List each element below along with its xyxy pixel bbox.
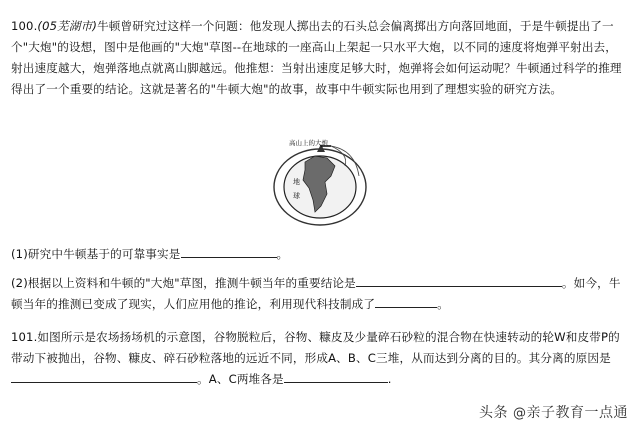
question-101-end: . bbox=[387, 372, 392, 386]
sub-question-2-end: 。 bbox=[437, 297, 449, 311]
question-source: (05芜湖市) bbox=[37, 19, 98, 33]
figure-label-earth-1: 地 bbox=[293, 178, 300, 186]
sub-question-2-text-b: 。如今，牛顿当年的推测已变成了现实，人们应用他的推论，利用现代科技制成了 bbox=[11, 276, 621, 311]
figure-title: 高山上的大炮 bbox=[289, 139, 328, 147]
sub-question-1-end: 。 bbox=[276, 247, 289, 261]
sub-question-2 bbox=[11, 273, 625, 315]
sub-question-1-text: (1)研究中牛顿基于的可靠事实是 bbox=[11, 247, 181, 261]
answer-blank-4[interactable] bbox=[11, 370, 197, 383]
watermark-name: 亲子教育一点通 bbox=[526, 405, 628, 421]
answer-blank-3[interactable] bbox=[375, 295, 437, 308]
question-number: 100. bbox=[11, 19, 38, 33]
answer-blank-1[interactable] bbox=[181, 245, 277, 258]
watermark-prefix: 头条 bbox=[479, 405, 509, 421]
question-text: 牛顿曾研究过这样一个问题：他发现人掷出去的石头总会偏离掷出方向落回地面，于是牛顿提出了一个"大炮"的设想，图中是他画的"大炮"草图--在地球的一座高山上架起一只水平大炮，以不同的速度将炮弹平射出去，射出速度越大，炮弹落地点就离山脚越远。他推想：当射出速度足够大时，炮弹将会如何运动呢？牛顿通过科学的推理得出了一个重要的结论。这就是著名的"牛顿大炮"的故事，故事中牛顿实际也用到了理想实验的研究方法。 bbox=[11, 19, 622, 96]
answer-blank-2[interactable] bbox=[356, 274, 562, 287]
sub-question-2-text-a: (2)根据以上资料和牛顿的"大炮"草图，推测牛顿当年的重要结论是 bbox=[11, 276, 356, 290]
watermark bbox=[479, 402, 628, 422]
answer-blank-5[interactable] bbox=[284, 370, 388, 383]
figure-label-earth-2: 球 bbox=[293, 192, 300, 200]
question-100 bbox=[11, 16, 625, 100]
watermark-at: @ bbox=[513, 406, 527, 421]
earth-diagram bbox=[269, 136, 371, 228]
sub-question-1 bbox=[11, 244, 625, 265]
question-101-mid: 。A、C两堆各是 bbox=[197, 372, 284, 386]
question-101-text: 101.如图所示是农场扬场机的示意图，谷物脱粒后，谷物、糠皮及少量碎石砂粒的混合物在快速转动的轮W和皮带P的带动下被抛出，谷物、糠皮、碎石砂粒落地的远近不同，形成A、B、C三堆，从而达到分离的目的。其分离的原因是 bbox=[11, 330, 620, 365]
newton-cannon-figure bbox=[269, 136, 371, 228]
question-101 bbox=[11, 327, 625, 390]
